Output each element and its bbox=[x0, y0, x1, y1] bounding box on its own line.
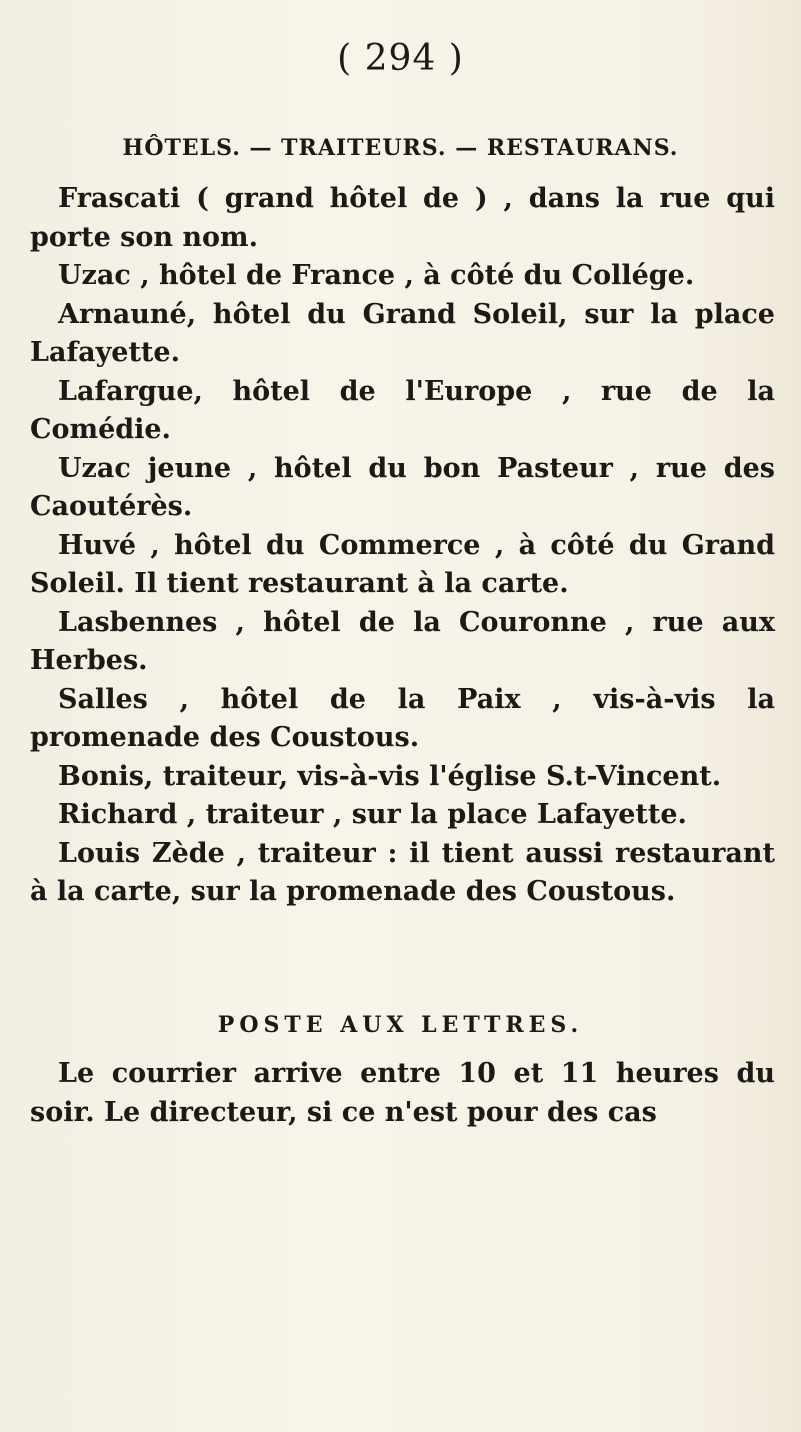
list-item: Salles , hôtel de la Paix , vis-à-vis la promenade des Coustous. bbox=[30, 683, 775, 753]
list-item: Frascati ( grand hôtel de ) , dans la rue qui porte son nom. bbox=[30, 183, 775, 253]
list-item: Lasbennes , hôtel de la Couronne , rue aux Herbes. bbox=[30, 606, 775, 676]
section-title: HÔTELS. — TRAITEURS. — RESTAURANS. bbox=[122, 135, 679, 161]
list-item: Arnauné, hôtel du Grand Soleil, sur la place Lafayette. bbox=[30, 298, 775, 368]
list-item: Louis Zède , traiteur : il tient aussi restaurant à la carte, sur la promenade des Coustous. bbox=[30, 837, 775, 907]
list-item: Huvé , hôtel du Commerce , à côté du Grand Soleil. Il tient restaurant à la carte. bbox=[30, 529, 775, 599]
list-item: Richard , traiteur , sur la place Lafayette. bbox=[58, 799, 687, 830]
page-number: ( 294 ) bbox=[337, 38, 464, 79]
section2-title: POSTE AUX LETTRES. bbox=[217, 1012, 584, 1038]
list-item: Bonis, traiteur, vis-à-vis l'église S.t-Vincent. bbox=[58, 760, 722, 792]
list-item: Lafargue, hôtel de l'Europe , rue de la Comédie. bbox=[30, 375, 775, 445]
list-item: Uzac , hôtel de France , à côté du Collége. bbox=[58, 260, 695, 291]
section2-paragraph: Le courrier arrive entre 10 et 11 heures du soir. Le directeur, si ce n'est pour des cas bbox=[30, 1058, 775, 1128]
list-item: Uzac jeune , hôtel du bon Pasteur , rue des Caoutérès. bbox=[30, 452, 775, 522]
entries-list bbox=[30, 180, 775, 912]
